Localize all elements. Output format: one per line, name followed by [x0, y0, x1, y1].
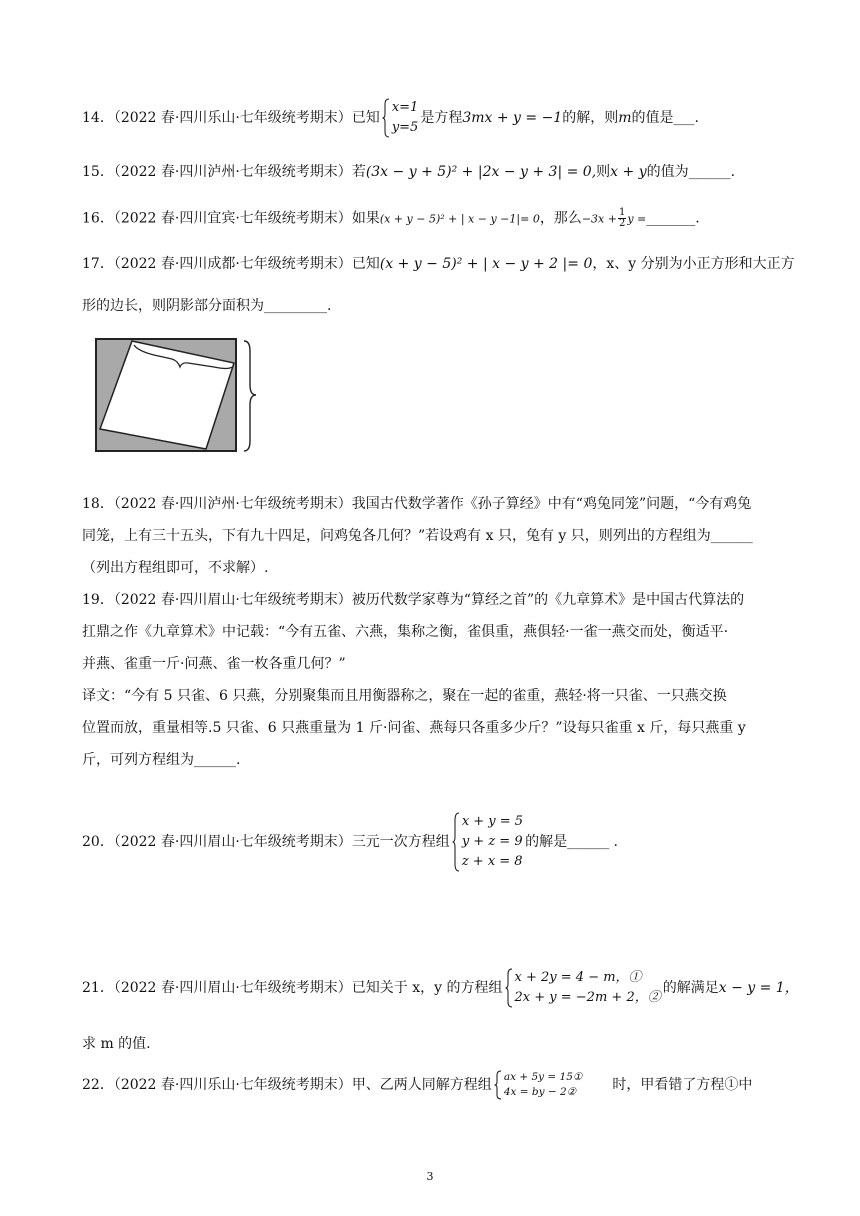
question-19-line2: 扛鼎之作《九章算术》中记载：“今有五雀、六燕，集称之衡，雀俱重，燕俱轻·一雀一燕交而处，衡适平·	[82, 624, 729, 640]
q14-source: （2022 春·四川乐山·七年级统考期末）	[113, 110, 352, 126]
q17-text: 已知	[351, 256, 380, 272]
q14-text4: 的值是___.	[631, 110, 699, 126]
q15-number: 15．	[82, 164, 114, 180]
q21-expr: x − y = 1，	[718, 980, 799, 996]
q14-var: m	[618, 110, 632, 126]
q15-text3: 的值为______.	[646, 164, 736, 180]
q22-number: 22．	[82, 1077, 114, 1093]
question-15	[82, 162, 735, 182]
q14-expr: 3mx + y = −1	[462, 110, 563, 126]
q21-text: 已知关于 x，y 的方程组	[351, 980, 503, 996]
q15-text: 若	[351, 164, 366, 180]
q16-expr2b: y =	[627, 212, 647, 226]
q22-system	[494, 1070, 583, 1100]
question-17	[82, 254, 795, 274]
q22-text2: 时，甲看错了方程①中	[612, 1077, 753, 1093]
q22-eq-2: 4x = by − 2②	[503, 1086, 577, 1098]
q14-text2: 是方程	[420, 110, 463, 126]
q21-text2: 的解满足	[662, 980, 719, 996]
q20-source: （2022 春·四川眉山·七年级统考期末）	[113, 834, 352, 850]
q15-text2: 则	[596, 164, 611, 180]
q14-number: 14．	[82, 110, 114, 126]
q20-text2: 的解是______ .	[525, 834, 618, 850]
q15-expr: (3x − y + 5)² + |2x − y + 3| = 0,	[365, 164, 597, 180]
q14-text3: 的解，则	[562, 110, 619, 126]
brace-icon	[382, 98, 390, 138]
question-19-line4: 译文：“今有 5 只雀、6 只燕，分别聚集而且用衡器称之，聚在一起的雀重，燕轻·将一只雀、一只燕交换	[82, 688, 727, 704]
q16-expr: (x + y − 5)² + | x − y −1|= 0	[379, 212, 540, 226]
q16-text2: ，那么	[539, 210, 582, 227]
q21-eq-2: 2x + y = −2m + 2，②	[514, 990, 661, 1005]
brace-icon	[452, 812, 460, 872]
question-14	[82, 98, 699, 138]
q21-number: 21．	[82, 980, 114, 996]
q17-source: （2022 春·四川成都·七年级统考期末）	[113, 256, 352, 272]
q14-eq-1: x=1	[391, 100, 419, 115]
q17-text2: ，x、y 分别为小正方形和大正方	[592, 256, 795, 272]
q20-eq-2: y + z = 9	[461, 834, 523, 849]
q16-source: （2022 春·四川宜宾·七年级统考期末）	[113, 210, 352, 227]
page-number: 3	[426, 1170, 434, 1183]
q22-source: （2022 春·四川乐山·七年级统考期末）	[113, 1077, 352, 1093]
brace-icon	[494, 1070, 502, 1100]
q20-number: 20．	[82, 834, 114, 850]
q16-frac-num: 1	[618, 207, 626, 218]
question-21	[82, 968, 799, 1008]
brace-icon	[505, 968, 513, 1008]
q20-eq-1: x + y = 5	[461, 814, 524, 829]
q15-source: （2022 春·四川泸州·七年级统考期末）	[113, 164, 352, 180]
q20-system	[452, 812, 523, 872]
question-19-line6: 斤，可列方程组为______.	[82, 752, 241, 768]
q14-system	[382, 98, 419, 138]
q14-eq-2: y=5	[391, 120, 419, 135]
question-18-line2: 同笼，上有三十五头，下有九十四足，问鸡兔各几何？”若设鸡有 x 只，兔有 y 只，则列出的方程组为______	[82, 528, 753, 544]
q17-expr: (x + y − 5)² + | x − y + 2 |= 0	[379, 256, 593, 272]
q21-source: （2022 春·四川眉山·七年级统考期末）	[113, 980, 352, 996]
q14-text: 已知	[351, 110, 380, 126]
question-20	[82, 812, 618, 872]
question-19-line5: 位置而放，重量相等.5 只雀、6 只燕重量为 1 斤·问雀、燕每只各重多少斤？”设每只雀重 x 斤，每只燕重 y	[82, 720, 746, 736]
q16-fraction	[618, 208, 626, 229]
q21-eq-1: x + 2y = 4 − m，①	[514, 970, 642, 985]
q16-number: 16．	[82, 210, 114, 227]
question-19-line1: 19．（2022 春·四川眉山·七年级统考期末）被历代数学家尊为“算经之首”的《九章算术》是中国古代算法的	[82, 592, 745, 608]
question-18-line1: 18．（2022 春·四川泸州·七年级统考期末）我国古代数学著作《孙子算经》中有“鸡兔同笼”问题，“今有鸡兔	[82, 496, 752, 512]
q22-text: 甲、乙两人同解方程组	[351, 1077, 492, 1093]
q16-text: 如果	[351, 210, 380, 227]
question-17-line2: 形的边长，则阴影部分面积为_________.	[82, 298, 332, 314]
squares-figure	[94, 337, 280, 455]
q15-expr2: x + y	[610, 164, 647, 180]
question-16	[82, 208, 700, 230]
question-21-line2: 求 m 的值.	[82, 1036, 151, 1052]
q16-blank: _______.	[646, 210, 700, 227]
question-22	[82, 1070, 752, 1100]
q21-system	[505, 968, 661, 1008]
q16-expr2a: −3x +	[581, 212, 617, 226]
q20-text: 三元一次方程组	[351, 834, 450, 850]
q17-number: 17．	[82, 256, 114, 272]
y-brace	[244, 341, 256, 451]
q20-eq-3: z + x = 8	[461, 854, 523, 869]
q16-frac-den: 2	[618, 218, 626, 229]
question-18-line3: （列出方程组即可，不求解）.	[82, 560, 269, 576]
question-19-line3: 并燕、雀重一斤·问燕、雀一枚各重几何？”	[82, 656, 346, 672]
q22-eq-1: ax + 5y = 15①	[503, 1071, 583, 1083]
